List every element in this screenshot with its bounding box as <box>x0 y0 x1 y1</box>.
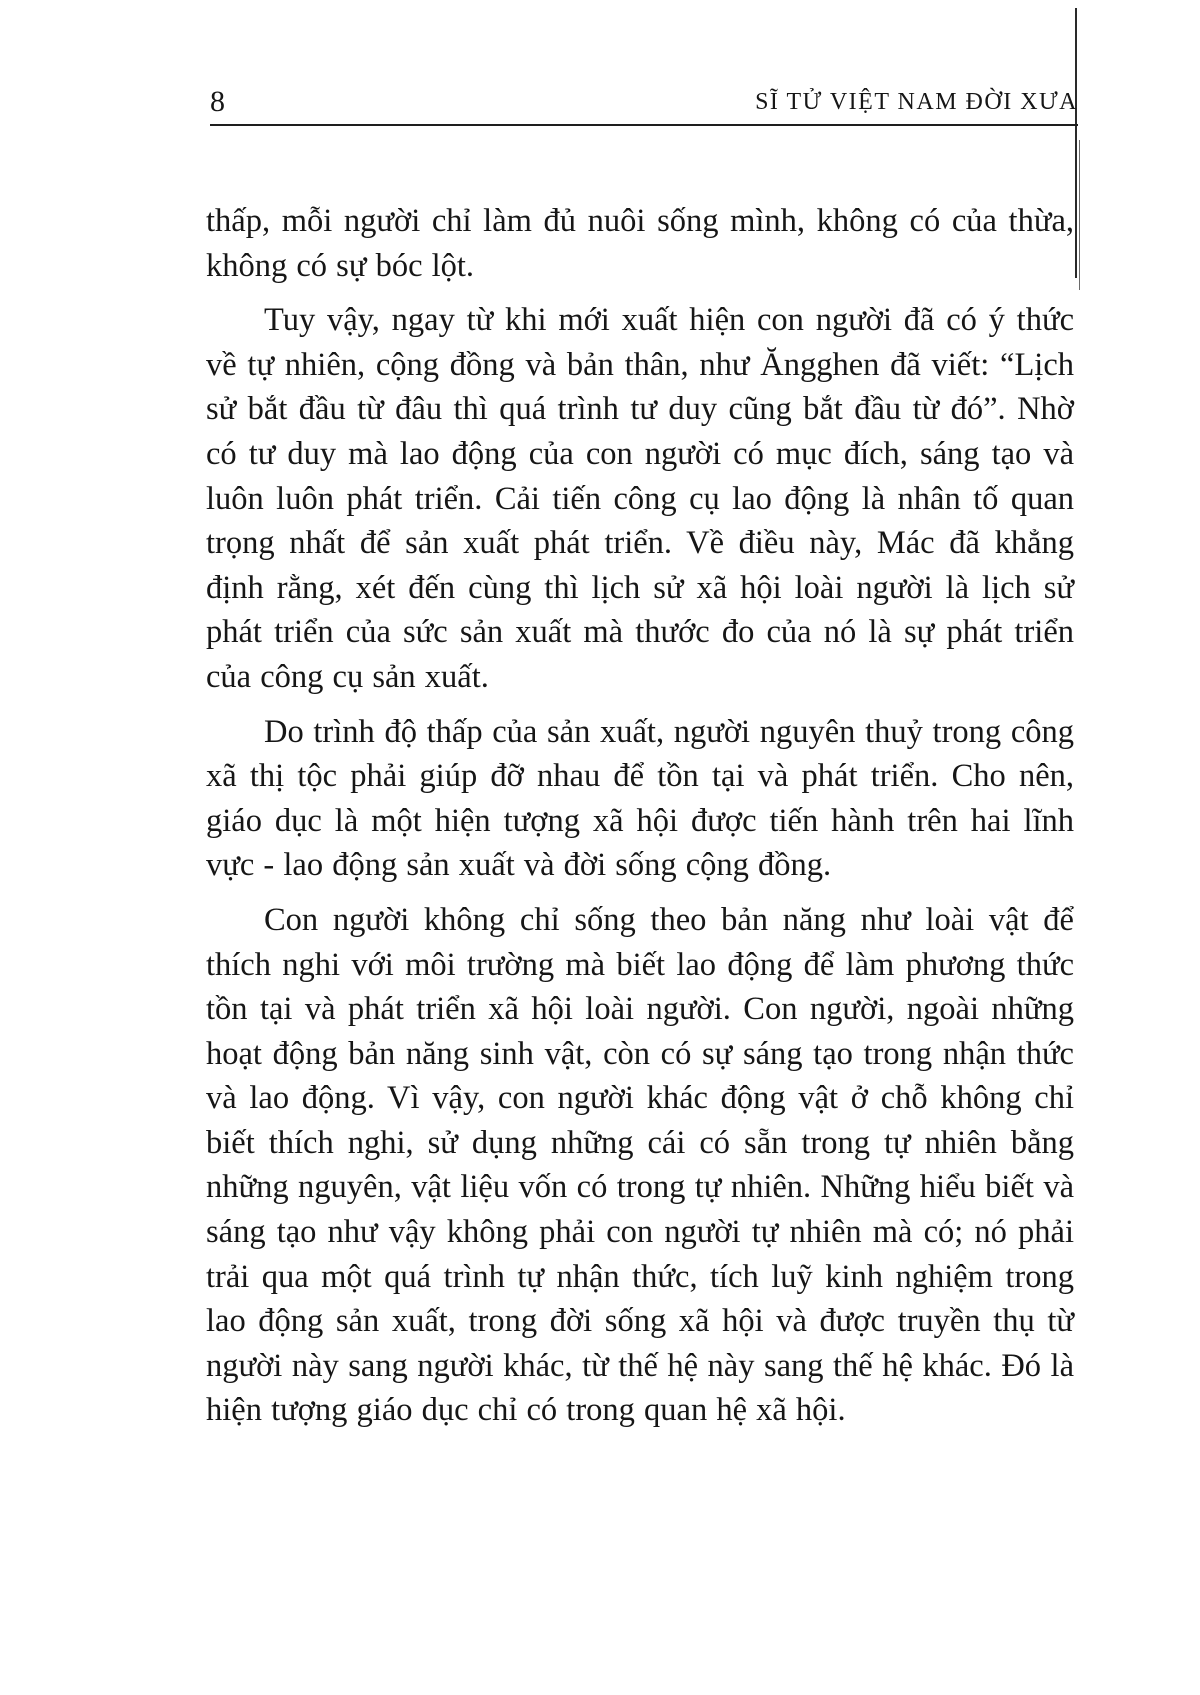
running-title: SĨ TỬ VIỆT NAM ĐỜI XƯA <box>755 89 1078 115</box>
binding-edge-shadow <box>1079 140 1080 290</box>
page-header <box>210 84 1078 120</box>
header-rule <box>210 124 1078 126</box>
paragraph-primitive-education: Do trình độ thấp của sản xuất, người nguyên thuỷ trong công xã thị tộc phải giúp đỡ nhau để tồn tại và phát triển. Cho nên, giáo dục là một hiện tượng xã hội được tiến hành trên hai lĩnh vực - lao động sản xuất và đời sống cộng đồng. <box>206 713 1074 884</box>
paragraph-engels-quote: Tuy vậy, ngay từ khi mới xuất hiện con người đã có ý thức về tự nhiên, cộng đồng và bản thân, như Ăngghen đã viết: “Lịch sử bắt đầu từ đâu thì quá trình tư duy cũng bắt đầu từ đó”. Nhờ có tư duy mà lao động của con người có mục đích, sáng tạo và luôn luôn phát triển. Cải tiến công cụ lao động là nhân tố quan trọng nhất để sản xuất phát triển. Về điều này, Mác đã khẳng định rằng, xét đến cùng thì lịch sử xã hội loài người là lịch sử phát triển của sức sản xuất mà thước đo của nó là sự phát triển của công cụ sản xuất. <box>206 302 1074 695</box>
binding-edge-line <box>1075 8 1077 278</box>
page-number: 8 <box>210 85 225 118</box>
paragraph-continuation: thấp, mỗi người chỉ làm đủ nuôi sống mình, không có của thừa, không có sự bóc lột. <box>206 203 1074 284</box>
body-text <box>206 199 1074 1443</box>
paragraph-human-creativity: Con người không chỉ sống theo bản năng như loài vật để thích nghi với môi trường mà biết lao động để làm phương thức tồn tại và phát triển xã hội loài người. Con người, ngoài những hoạt động bản năng sinh vật, còn có sự sáng tạo trong nhận thức và lao động. Vì vậy, con người khác động vật ở chỗ không chỉ biết thích nghi, sử dụng những cái có sẵn trong tự nhiên bằng những nguyên, vật liệu vốn có trong tự nhiên. Những hiểu biết và sáng tạo như vậy không phải con người tự nhiên mà có; nó phải trải qua một quá trình tự nhận thức, tích luỹ kinh nghiệm trong lao động sản xuất, trong đời sống xã hội và được truyền thụ từ người này sang người khác, từ thế hệ này sang thế hệ khác. Đó là hiện tượng giáo dục chỉ có trong quan hệ xã hội. <box>206 901 1074 1429</box>
